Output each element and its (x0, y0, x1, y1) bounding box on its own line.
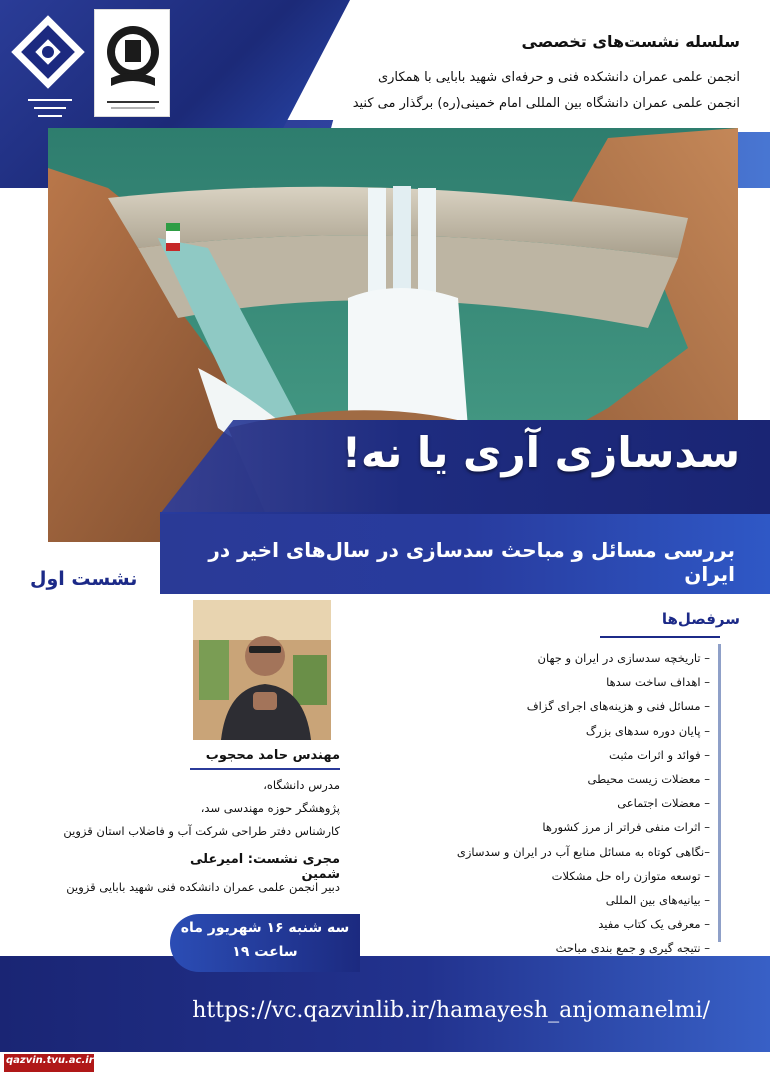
list-item: – توسعه متوازن راه حل مشکلات (551, 868, 710, 883)
list-item: – معضلات اجتماعی (617, 796, 710, 811)
list-item: – پایان دوره سدهای بزرگ (585, 723, 710, 738)
list-item: –نگاهی کوتاه به مسائل منابع آب در ایران و سدسازی (456, 844, 710, 859)
list-item: – اثرات منفی فراتر از مرز کشورها (542, 820, 710, 835)
list-item: – نتیجه گیری و جمع بندی مباحث (555, 941, 710, 956)
event-link[interactable]: https://vc.qazvinlib.ir/hamayesh_anjomanelmi/ (192, 998, 710, 1023)
series-title: سلسله نشست‌های تخصصی (521, 32, 740, 51)
speaker-name-underline (190, 768, 340, 770)
speaker-bio-line: پژوهشگر حوزه مهندسی سد، (200, 801, 340, 815)
session-label: نشست اول (30, 568, 138, 590)
topics-list (380, 646, 710, 961)
event-date: سه شنبه ۱۶ شهریور ماه (180, 920, 350, 936)
subtitle: بررسی مسائل و مباحث سدسازی در سال‌های اخیر در ایران (208, 538, 735, 586)
list-item: – بیانیه‌های بین المللی (605, 893, 710, 908)
footer-strip (0, 1052, 770, 1080)
site-badge-text[interactable]: qazvin.tvu.ac.ir (6, 1055, 94, 1066)
university-logo (8, 8, 88, 124)
event-time: ساعت ۱۹ (232, 944, 298, 960)
speaker-photo (193, 600, 331, 740)
list-item: – اهداف ساخت سدها (606, 675, 710, 690)
organizer-line-2: انجمن علمی عمران دانشگاه بین المللی امام خمینی(ره) برگذار می کنید (352, 96, 740, 111)
topics-side-bar (718, 644, 721, 942)
host-description: دبیر انجمن علمی عمران دانشکده فنی شهید بابایی قزوین (66, 880, 340, 894)
organizer-line-1: انجمن علمی عمران دانشکده فنی و حرفه‌ای شهید بابایی با همکاری (377, 70, 740, 85)
list-item: – معضلات زیست محیطی (587, 772, 710, 787)
speaker-bio-line: مدرس دانشگاه، (263, 778, 340, 792)
association-logo (94, 9, 170, 117)
speaker-name: مهندس حامد محجوب (205, 748, 340, 763)
list-item: – فوائد و اثرات مثبت (609, 747, 710, 762)
list-item: – تاریخچه سدسازی در ایران و جهان (537, 651, 710, 665)
header-text-panel (330, 0, 770, 132)
list-item: – مسائل فنی و هزینه‌های اجرای گزاف (526, 699, 710, 714)
main-title: سدسازی آری یا نه! (341, 428, 740, 477)
topics-heading: سرفصل‌ها (661, 610, 740, 628)
list-item: – معرفی یک کتاب مفید (598, 917, 710, 932)
host-title: مجری نشست: امیرعلی شمین (189, 852, 340, 882)
speaker-bio-line: کارشناس دفتر طراحی شرکت آب و فاضلاب استان قزوین (63, 824, 340, 838)
topics-heading-underline (600, 636, 720, 638)
